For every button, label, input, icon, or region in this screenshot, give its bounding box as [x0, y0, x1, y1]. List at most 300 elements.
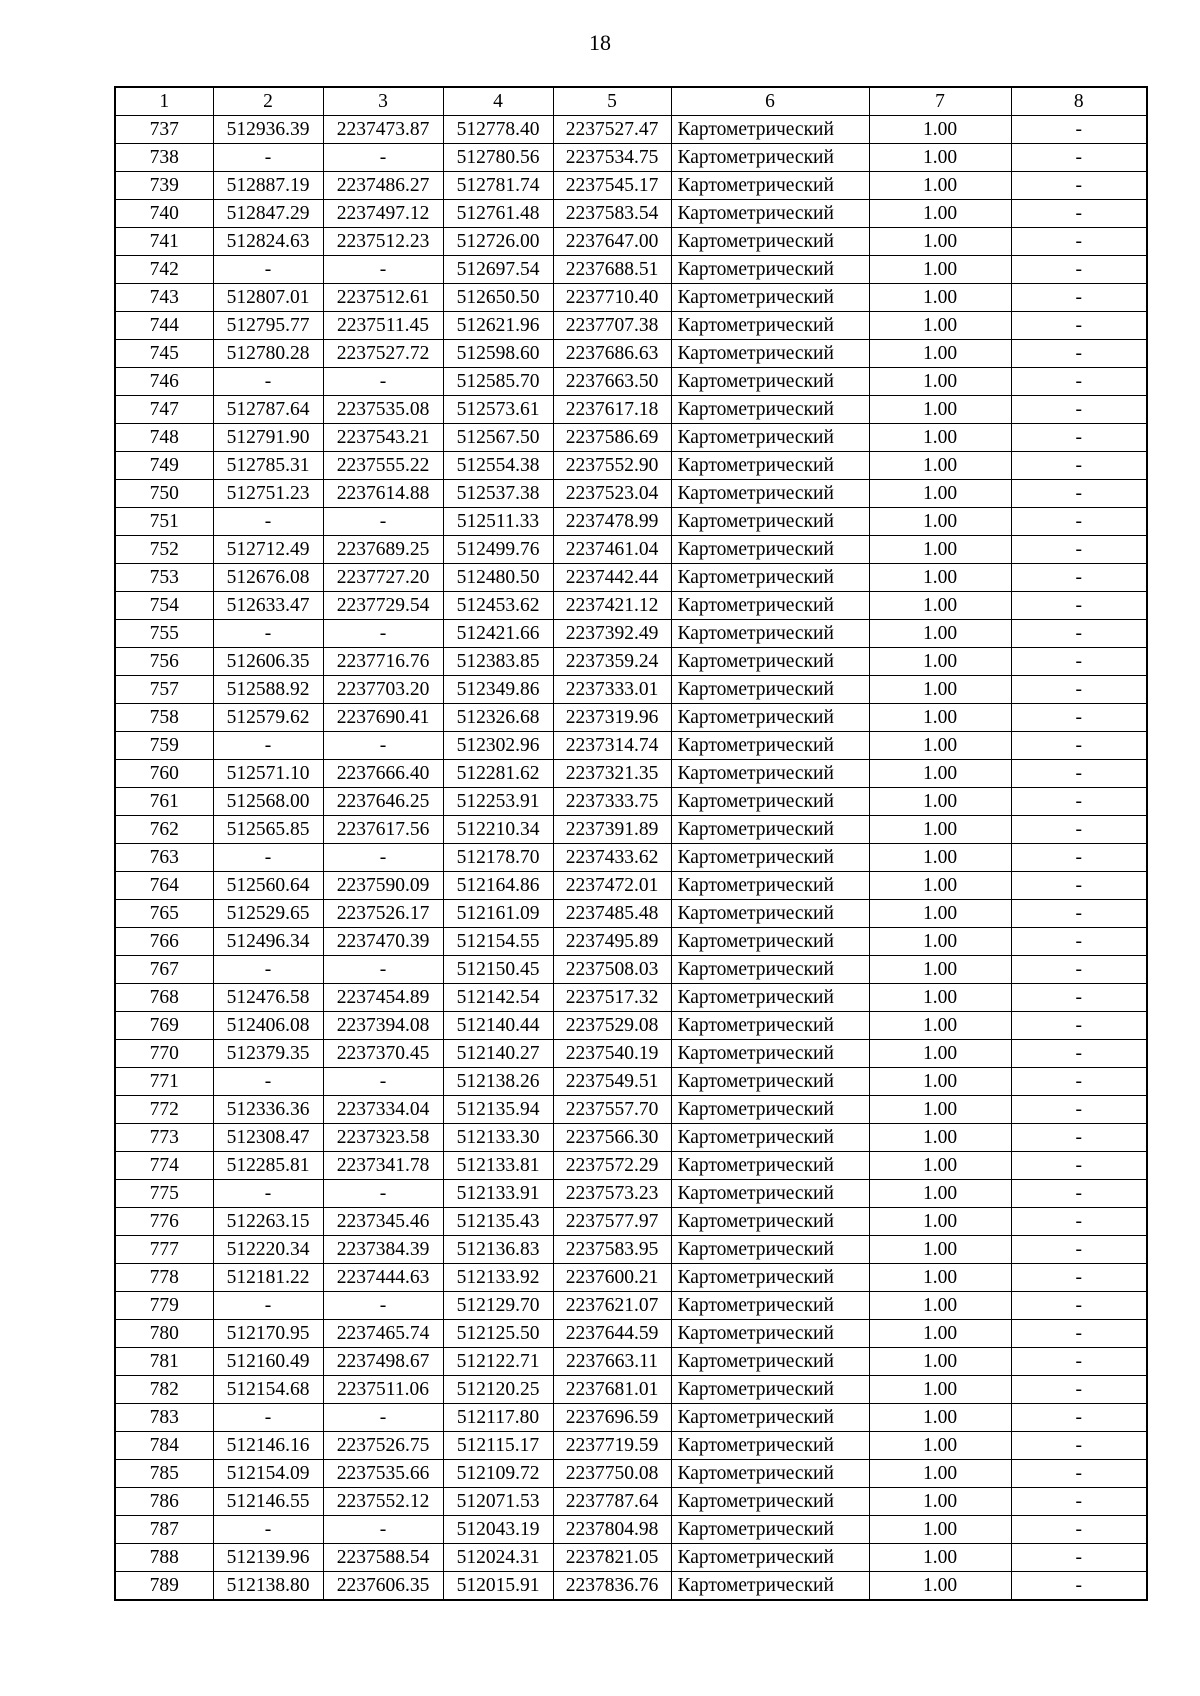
- table-cell: 512154.09: [213, 1460, 323, 1488]
- table-cell: 2237529.08: [553, 1012, 671, 1040]
- table-cell: 512568.00: [213, 788, 323, 816]
- table-row: [115, 144, 1147, 172]
- table-cell: 2237583.95: [553, 1236, 671, 1264]
- table-cell: 512585.70: [443, 368, 553, 396]
- table-cell: -: [1011, 1376, 1147, 1404]
- table-cell: 1.00: [869, 1544, 1011, 1572]
- table-cell: 512210.34: [443, 816, 553, 844]
- table-cell: 2237555.22: [323, 452, 443, 480]
- table-cell: 512170.95: [213, 1320, 323, 1348]
- table-cell: Картометрический: [671, 1544, 869, 1572]
- table-row: [115, 116, 1147, 144]
- table-cell: Картометрический: [671, 1348, 869, 1376]
- table-cell: -: [1011, 956, 1147, 984]
- table-cell: 2237549.51: [553, 1068, 671, 1096]
- table-cell: 512140.44: [443, 1012, 553, 1040]
- table-cell: -: [1011, 1348, 1147, 1376]
- table-cell: Картометрический: [671, 536, 869, 564]
- table-cell: -: [213, 144, 323, 172]
- table-cell: 1.00: [869, 1236, 1011, 1264]
- table-cell: 1.00: [869, 984, 1011, 1012]
- table-cell: 1.00: [869, 900, 1011, 928]
- table-cell: 512161.09: [443, 900, 553, 928]
- table-row: [115, 648, 1147, 676]
- table-cell: Картометрический: [671, 816, 869, 844]
- table-cell: 512511.33: [443, 508, 553, 536]
- table-cell: 512712.49: [213, 536, 323, 564]
- table-cell: -: [323, 368, 443, 396]
- table-cell: 512125.50: [443, 1320, 553, 1348]
- table-cell: 2237690.41: [323, 704, 443, 732]
- table-row: [115, 1488, 1147, 1516]
- table-cell: Картометрический: [671, 340, 869, 368]
- table-cell: Картометрический: [671, 256, 869, 284]
- table-cell: 2237588.54: [323, 1544, 443, 1572]
- table-cell: 2237321.35: [553, 760, 671, 788]
- table-cell: -: [1011, 1124, 1147, 1152]
- table-cell: 2237512.23: [323, 228, 443, 256]
- table-cell: Картометрический: [671, 312, 869, 340]
- table-cell: 2237461.04: [553, 536, 671, 564]
- table-cell: 740: [115, 200, 213, 228]
- table-cell: Картометрический: [671, 116, 869, 144]
- column-header: 3: [323, 87, 443, 116]
- table-cell: 787: [115, 1516, 213, 1544]
- table-cell: -: [1011, 1292, 1147, 1320]
- table-cell: Картометрический: [671, 1404, 869, 1432]
- table-cell: -: [323, 508, 443, 536]
- table-row: [115, 368, 1147, 396]
- table-cell: 2237566.30: [553, 1124, 671, 1152]
- table-cell: 512697.54: [443, 256, 553, 284]
- column-header: 6: [671, 87, 869, 116]
- table-row: [115, 1376, 1147, 1404]
- table-cell: 512778.40: [443, 116, 553, 144]
- table-row: [115, 872, 1147, 900]
- table-row: [115, 956, 1147, 984]
- table-cell: -: [1011, 1180, 1147, 1208]
- table-cell: 1.00: [869, 172, 1011, 200]
- table-row: [115, 172, 1147, 200]
- table-cell: -: [1011, 116, 1147, 144]
- table-cell: 2237526.75: [323, 1432, 443, 1460]
- table-cell: 1.00: [869, 116, 1011, 144]
- table-row: [115, 844, 1147, 872]
- table-cell: -: [1011, 368, 1147, 396]
- table-cell: 512071.53: [443, 1488, 553, 1516]
- table-cell: 2237552.12: [323, 1488, 443, 1516]
- table-cell: 512117.80: [443, 1404, 553, 1432]
- table-cell: 2237750.08: [553, 1460, 671, 1488]
- table-cell: Картометрический: [671, 1292, 869, 1320]
- table-cell: -: [1011, 1320, 1147, 1348]
- table-cell: 2237517.32: [553, 984, 671, 1012]
- table-cell: 771: [115, 1068, 213, 1096]
- table-cell: 512285.81: [213, 1152, 323, 1180]
- table-cell: 2237696.59: [553, 1404, 671, 1432]
- table-cell: Картометрический: [671, 1040, 869, 1068]
- table-cell: -: [1011, 844, 1147, 872]
- table-cell: -: [1011, 648, 1147, 676]
- table-cell: 2237314.74: [553, 732, 671, 760]
- table-cell: 1.00: [869, 144, 1011, 172]
- table-cell: 2237465.74: [323, 1320, 443, 1348]
- table-row: [115, 1236, 1147, 1264]
- table-cell: 512887.19: [213, 172, 323, 200]
- table-cell: 512560.64: [213, 872, 323, 900]
- table-cell: 757: [115, 676, 213, 704]
- table-cell: -: [323, 144, 443, 172]
- table-cell: -: [1011, 900, 1147, 928]
- table-cell: 1.00: [869, 1292, 1011, 1320]
- table-cell: 2237689.25: [323, 536, 443, 564]
- table-cell: 1.00: [869, 1404, 1011, 1432]
- table-cell: 1.00: [869, 760, 1011, 788]
- table-cell: Картометрический: [671, 452, 869, 480]
- table-header: [115, 87, 1147, 116]
- table-cell: 2237729.54: [323, 592, 443, 620]
- table-cell: 512936.39: [213, 116, 323, 144]
- table-cell: 512164.86: [443, 872, 553, 900]
- table-cell: -: [1011, 508, 1147, 536]
- table-row: [115, 732, 1147, 760]
- table-cell: 2237495.89: [553, 928, 671, 956]
- table-cell: 2237821.05: [553, 1544, 671, 1572]
- table-cell: 753: [115, 564, 213, 592]
- table-cell: 2237535.08: [323, 396, 443, 424]
- table-cell: 1.00: [869, 452, 1011, 480]
- table-cell: 512795.77: [213, 312, 323, 340]
- table-cell: -: [1011, 1040, 1147, 1068]
- table-cell: 512133.91: [443, 1180, 553, 1208]
- table-cell: -: [213, 1180, 323, 1208]
- table-cell: -: [213, 368, 323, 396]
- table-row: [115, 676, 1147, 704]
- table-cell: 761: [115, 788, 213, 816]
- table-cell: 2237333.75: [553, 788, 671, 816]
- table-cell: 512807.01: [213, 284, 323, 312]
- table-cell: 2237573.23: [553, 1180, 671, 1208]
- table-cell: 1.00: [869, 1320, 1011, 1348]
- table-cell: -: [1011, 228, 1147, 256]
- table-row: [115, 1208, 1147, 1236]
- table-cell: -: [213, 732, 323, 760]
- table-row: [115, 256, 1147, 284]
- table-cell: 2237543.21: [323, 424, 443, 452]
- table-cell: -: [213, 1068, 323, 1096]
- table-row: [115, 1040, 1147, 1068]
- table-cell: 512751.23: [213, 480, 323, 508]
- table-cell: 512154.55: [443, 928, 553, 956]
- table-cell: Картометрический: [671, 1376, 869, 1404]
- table-cell: Картометрический: [671, 144, 869, 172]
- table-cell: Картометрический: [671, 1152, 869, 1180]
- table-cell: -: [1011, 704, 1147, 732]
- table-cell: -: [1011, 200, 1147, 228]
- table-row: [115, 536, 1147, 564]
- table-cell: 512220.34: [213, 1236, 323, 1264]
- table-cell: 1.00: [869, 704, 1011, 732]
- table-cell: 1.00: [869, 228, 1011, 256]
- table-cell: -: [1011, 1264, 1147, 1292]
- table-cell: 512383.85: [443, 648, 553, 676]
- page-number: 18: [589, 30, 611, 55]
- table-cell: 2237394.08: [323, 1012, 443, 1040]
- table-cell: 512781.74: [443, 172, 553, 200]
- table-cell: Картометрический: [671, 872, 869, 900]
- table-cell: 512496.34: [213, 928, 323, 956]
- table-cell: 512133.30: [443, 1124, 553, 1152]
- table-cell: -: [1011, 396, 1147, 424]
- table-cell: 2237497.12: [323, 200, 443, 228]
- table-cell: 512780.56: [443, 144, 553, 172]
- table-cell: -: [323, 1180, 443, 1208]
- table-cell: -: [1011, 564, 1147, 592]
- table-cell: 1.00: [869, 1040, 1011, 1068]
- table-cell: -: [1011, 312, 1147, 340]
- table-cell: 2237590.09: [323, 872, 443, 900]
- table-cell: 512129.70: [443, 1292, 553, 1320]
- table-cell: 512120.25: [443, 1376, 553, 1404]
- table-cell: 742: [115, 256, 213, 284]
- table-cell: 762: [115, 816, 213, 844]
- table-cell: 512480.50: [443, 564, 553, 592]
- table-cell: 512150.45: [443, 956, 553, 984]
- table-cell: 780: [115, 1320, 213, 1348]
- table-cell: 1.00: [869, 480, 1011, 508]
- table-cell: 512453.62: [443, 592, 553, 620]
- table-row: [115, 1292, 1147, 1320]
- table-cell: 764: [115, 872, 213, 900]
- table-cell: 512043.19: [443, 1516, 553, 1544]
- table-cell: 2237391.89: [553, 816, 671, 844]
- table-cell: 512847.29: [213, 200, 323, 228]
- table-cell: 512142.54: [443, 984, 553, 1012]
- table-cell: 2237511.06: [323, 1376, 443, 1404]
- table-cell: 512824.63: [213, 228, 323, 256]
- table-cell: 512780.28: [213, 340, 323, 368]
- table-cell: 2237334.04: [323, 1096, 443, 1124]
- table-cell: 512326.68: [443, 704, 553, 732]
- table-cell: 766: [115, 928, 213, 956]
- table-cell: -: [1011, 760, 1147, 788]
- table-cell: 2237577.97: [553, 1208, 671, 1236]
- table-cell: 512308.47: [213, 1124, 323, 1152]
- table-cell: 1.00: [869, 1180, 1011, 1208]
- table-cell: 512133.81: [443, 1152, 553, 1180]
- table-cell: 2237323.58: [323, 1124, 443, 1152]
- table-cell: 2237472.01: [553, 872, 671, 900]
- table-cell: 759: [115, 732, 213, 760]
- table-cell: Картометрический: [671, 1264, 869, 1292]
- table-cell: 1.00: [869, 872, 1011, 900]
- table-cell: Картометрический: [671, 1488, 869, 1516]
- table-cell: 512761.48: [443, 200, 553, 228]
- table-cell: 768: [115, 984, 213, 1012]
- table-cell: 2237433.62: [553, 844, 671, 872]
- table-cell: 2237719.59: [553, 1432, 671, 1460]
- table-row: [115, 1096, 1147, 1124]
- table-cell: 782: [115, 1376, 213, 1404]
- table-cell: 512253.91: [443, 788, 553, 816]
- table-cell: 2237512.61: [323, 284, 443, 312]
- table-cell: 2237523.04: [553, 480, 671, 508]
- table-cell: 785: [115, 1460, 213, 1488]
- table-cell: 776: [115, 1208, 213, 1236]
- table-cell: -: [1011, 1096, 1147, 1124]
- table-cell: 512024.31: [443, 1544, 553, 1572]
- table-cell: 745: [115, 340, 213, 368]
- table-cell: 1.00: [869, 928, 1011, 956]
- table-cell: 512791.90: [213, 424, 323, 452]
- table-cell: 737: [115, 116, 213, 144]
- table-cell: 767: [115, 956, 213, 984]
- table-cell: 2237392.49: [553, 620, 671, 648]
- table-cell: 2237473.87: [323, 116, 443, 144]
- table-cell: Картометрический: [671, 732, 869, 760]
- table-cell: Картометрический: [671, 900, 869, 928]
- table-cell: 1.00: [869, 1516, 1011, 1544]
- table-cell: 2237341.78: [323, 1152, 443, 1180]
- table-cell: Картометрический: [671, 508, 869, 536]
- table-cell: 1.00: [869, 200, 1011, 228]
- table-cell: 2237345.46: [323, 1208, 443, 1236]
- table-cell: 2237454.89: [323, 984, 443, 1012]
- table-cell: 1.00: [869, 1432, 1011, 1460]
- table-cell: 2237557.70: [553, 1096, 671, 1124]
- table-row: [115, 1572, 1147, 1601]
- table-cell: 1.00: [869, 788, 1011, 816]
- table-cell: 756: [115, 648, 213, 676]
- table-cell: -: [1011, 732, 1147, 760]
- table-cell: 2237534.75: [553, 144, 671, 172]
- table-cell: -: [1011, 1152, 1147, 1180]
- table-cell: Картометрический: [671, 620, 869, 648]
- table-cell: 777: [115, 1236, 213, 1264]
- table-cell: 512302.96: [443, 732, 553, 760]
- table-cell: -: [1011, 1404, 1147, 1432]
- table-cell: -: [1011, 1544, 1147, 1572]
- table-row: [115, 1264, 1147, 1292]
- table-cell: Картометрический: [671, 1432, 869, 1460]
- table-cell: 2237663.50: [553, 368, 671, 396]
- table-row: [115, 1460, 1147, 1488]
- table-cell: -: [1011, 284, 1147, 312]
- table-cell: Картометрический: [671, 368, 869, 396]
- table-cell: 1.00: [869, 1012, 1011, 1040]
- table-cell: Картометрический: [671, 424, 869, 452]
- table-cell: 512787.64: [213, 396, 323, 424]
- column-header: 1: [115, 87, 213, 116]
- table-cell: 750: [115, 480, 213, 508]
- table-cell: -: [213, 620, 323, 648]
- column-header: 5: [553, 87, 671, 116]
- table-cell: 743: [115, 284, 213, 312]
- table-cell: 512181.22: [213, 1264, 323, 1292]
- table-cell: 512178.70: [443, 844, 553, 872]
- table-cell: 770: [115, 1040, 213, 1068]
- table-cell: -: [1011, 1488, 1147, 1516]
- table-cell: 2237710.40: [553, 284, 671, 312]
- table-cell: 2237836.76: [553, 1572, 671, 1601]
- table-cell: 2237804.98: [553, 1516, 671, 1544]
- table-cell: -: [1011, 676, 1147, 704]
- table-cell: 1.00: [869, 592, 1011, 620]
- table-cell: 781: [115, 1348, 213, 1376]
- table-cell: 2237442.44: [553, 564, 671, 592]
- table-cell: 1.00: [869, 256, 1011, 284]
- table-row: [115, 1068, 1147, 1096]
- table-cell: 2237703.20: [323, 676, 443, 704]
- table-cell: -: [1011, 816, 1147, 844]
- table-cell: 778: [115, 1264, 213, 1292]
- table-cell: 2237421.12: [553, 592, 671, 620]
- table-cell: 2237370.45: [323, 1040, 443, 1068]
- table-cell: -: [1011, 1432, 1147, 1460]
- table-cell: 774: [115, 1152, 213, 1180]
- table-cell: 512785.31: [213, 452, 323, 480]
- table-cell: 2237486.27: [323, 172, 443, 200]
- table-cell: 765: [115, 900, 213, 928]
- table-cell: 746: [115, 368, 213, 396]
- table-cell: 2237707.38: [553, 312, 671, 340]
- table-cell: 512406.08: [213, 1012, 323, 1040]
- table-cell: 512633.47: [213, 592, 323, 620]
- table-cell: -: [1011, 480, 1147, 508]
- table-cell: Картометрический: [671, 1236, 869, 1264]
- table-cell: 1.00: [869, 1096, 1011, 1124]
- table-cell: 512529.65: [213, 900, 323, 928]
- table-cell: 2237787.64: [553, 1488, 671, 1516]
- table-cell: 2237511.45: [323, 312, 443, 340]
- table-cell: 738: [115, 144, 213, 172]
- table-cell: Картометрический: [671, 200, 869, 228]
- table-cell: 512726.00: [443, 228, 553, 256]
- table-cell: 2237606.35: [323, 1572, 443, 1601]
- table-cell: Картометрический: [671, 228, 869, 256]
- table-cell: 2237545.17: [553, 172, 671, 200]
- table-cell: 512588.92: [213, 676, 323, 704]
- table-cell: Картометрический: [671, 984, 869, 1012]
- column-header: 2: [213, 87, 323, 116]
- table-cell: Картометрический: [671, 1068, 869, 1096]
- table-cell: 784: [115, 1432, 213, 1460]
- table-row: [115, 984, 1147, 1012]
- table-cell: 2237666.40: [323, 760, 443, 788]
- table-cell: 2237614.88: [323, 480, 443, 508]
- table-cell: 2237508.03: [553, 956, 671, 984]
- table-cell: -: [1011, 872, 1147, 900]
- table-cell: 1.00: [869, 1488, 1011, 1516]
- table-cell: -: [1011, 788, 1147, 816]
- table-cell: 512499.76: [443, 536, 553, 564]
- table-cell: 1.00: [869, 508, 1011, 536]
- table-cell: 749: [115, 452, 213, 480]
- table-cell: 754: [115, 592, 213, 620]
- table-cell: 1.00: [869, 284, 1011, 312]
- table-row: [115, 396, 1147, 424]
- table-row: [115, 340, 1147, 368]
- table-cell: Картометрический: [671, 1460, 869, 1488]
- table-cell: 2237681.01: [553, 1376, 671, 1404]
- table-cell: Картометрический: [671, 1124, 869, 1152]
- table-cell: 751: [115, 508, 213, 536]
- table-cell: 2237572.29: [553, 1152, 671, 1180]
- table-cell: 779: [115, 1292, 213, 1320]
- table-cell: -: [323, 256, 443, 284]
- table-row: [115, 620, 1147, 648]
- table-cell: 512139.96: [213, 1544, 323, 1572]
